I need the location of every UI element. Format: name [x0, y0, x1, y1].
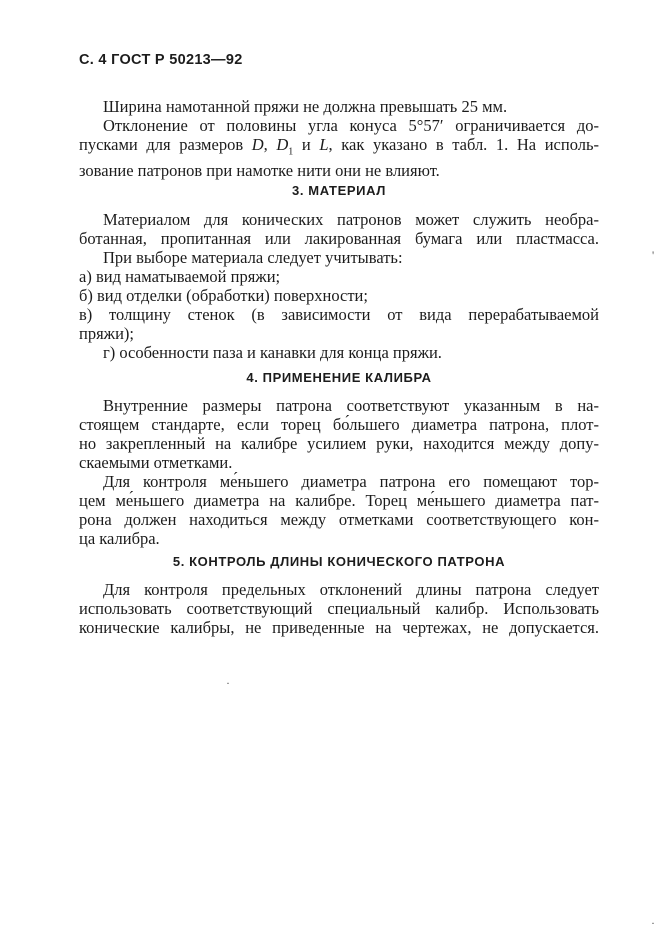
margin-speck: ': [652, 248, 655, 262]
corner-speck: ·: [651, 916, 655, 930]
s4-line-6: цем ме́ньшего диаметра на калибре. Торец ме́ньшего диаметра пат-: [79, 491, 599, 510]
s3-line-7: пряжи);: [79, 324, 134, 343]
section-5-body: [79, 580, 599, 637]
s3-line-1: Материалом для конических патронов может служить необра-: [103, 210, 599, 229]
section-4-heading: 4. ПРИМЕНЕНИЕ КАЛИБРА: [246, 370, 432, 385]
intro-line-3: [79, 135, 599, 161]
section-5-heading: 5. КОНТРОЛЬ ДЛИНЫ КОНИЧЕСКОГО ПАТРОНА: [172, 554, 506, 569]
symbol-d: D: [251, 135, 264, 154]
s4-line-1: Внутренние размеры патрона соответствуют указанным в на-: [103, 396, 599, 415]
intro-line-3-text-a: пусками для размеров: [79, 135, 252, 154]
s4-line-5: Для контроля ме́ньшего диаметра патрона его помещают тор-: [103, 472, 599, 491]
page-header: С. 4 ГОСТ Р 50213—92: [79, 52, 243, 68]
s3-line-3: При выборе материала следует учитывать:: [103, 248, 403, 267]
s3-line-8: г) особенности паза и канавки для конца пряжи.: [103, 343, 442, 362]
section-4-body: [79, 396, 599, 548]
s5-line-1: Для контроля предельных отклонений длины патрона следует: [103, 580, 599, 599]
s4-line-3: но закрепленный на калибре усилием руки, находится между допу-: [79, 434, 599, 453]
s5-line-3: конические калибры, не приведенные на чертежах, не допускается.: [79, 618, 599, 637]
symbol-d1: D: [276, 135, 289, 154]
symbol-d1-subscript: 1: [288, 146, 294, 158]
intro-line-3-text-b: , как указано в табл. 1. На исполь-: [328, 135, 600, 154]
intro-paragraph: [79, 97, 599, 180]
s5-line-2: использовать соответствующий специальный калибр. Использовать: [79, 599, 599, 618]
stray-dot: ·: [226, 676, 230, 690]
s3-line-6: в) толщину стенок (в зависимости от вида перерабатываемой: [79, 305, 599, 324]
s4-line-7: рона должен находиться между отметками соответствующего кон-: [79, 510, 599, 529]
intro-line-3-sep: ,: [263, 135, 277, 154]
s4-line-8: ца калибра.: [79, 529, 160, 548]
intro-line-3-and: и: [293, 135, 320, 154]
s4-line-2: стоящем стандарте, если торец бо́льшего диаметра патрона, плот-: [79, 415, 599, 434]
s3-line-2: ботанная, пропитанная или лакированная бумага или пластмасса.: [79, 229, 599, 248]
symbol-l: L: [319, 135, 329, 154]
intro-line-4: зование патронов при намотке нити они не влияют.: [79, 161, 440, 181]
section-3-heading: 3. МАТЕРИАЛ: [292, 183, 386, 198]
intro-line-2: Отклонение от половины угла конуса 5°57′ ограничивается до-: [103, 116, 599, 135]
s3-line-4: а) вид наматываемой пряжи;: [79, 267, 281, 286]
s3-line-5: б) вид отделки (обработки) поверхности;: [79, 286, 368, 305]
s4-line-4: скаемыми отметками.: [79, 453, 233, 472]
intro-line-1: Ширина намотанной пряжи не должна превышать 25 мм.: [103, 97, 508, 116]
section-3-body: [79, 210, 599, 362]
